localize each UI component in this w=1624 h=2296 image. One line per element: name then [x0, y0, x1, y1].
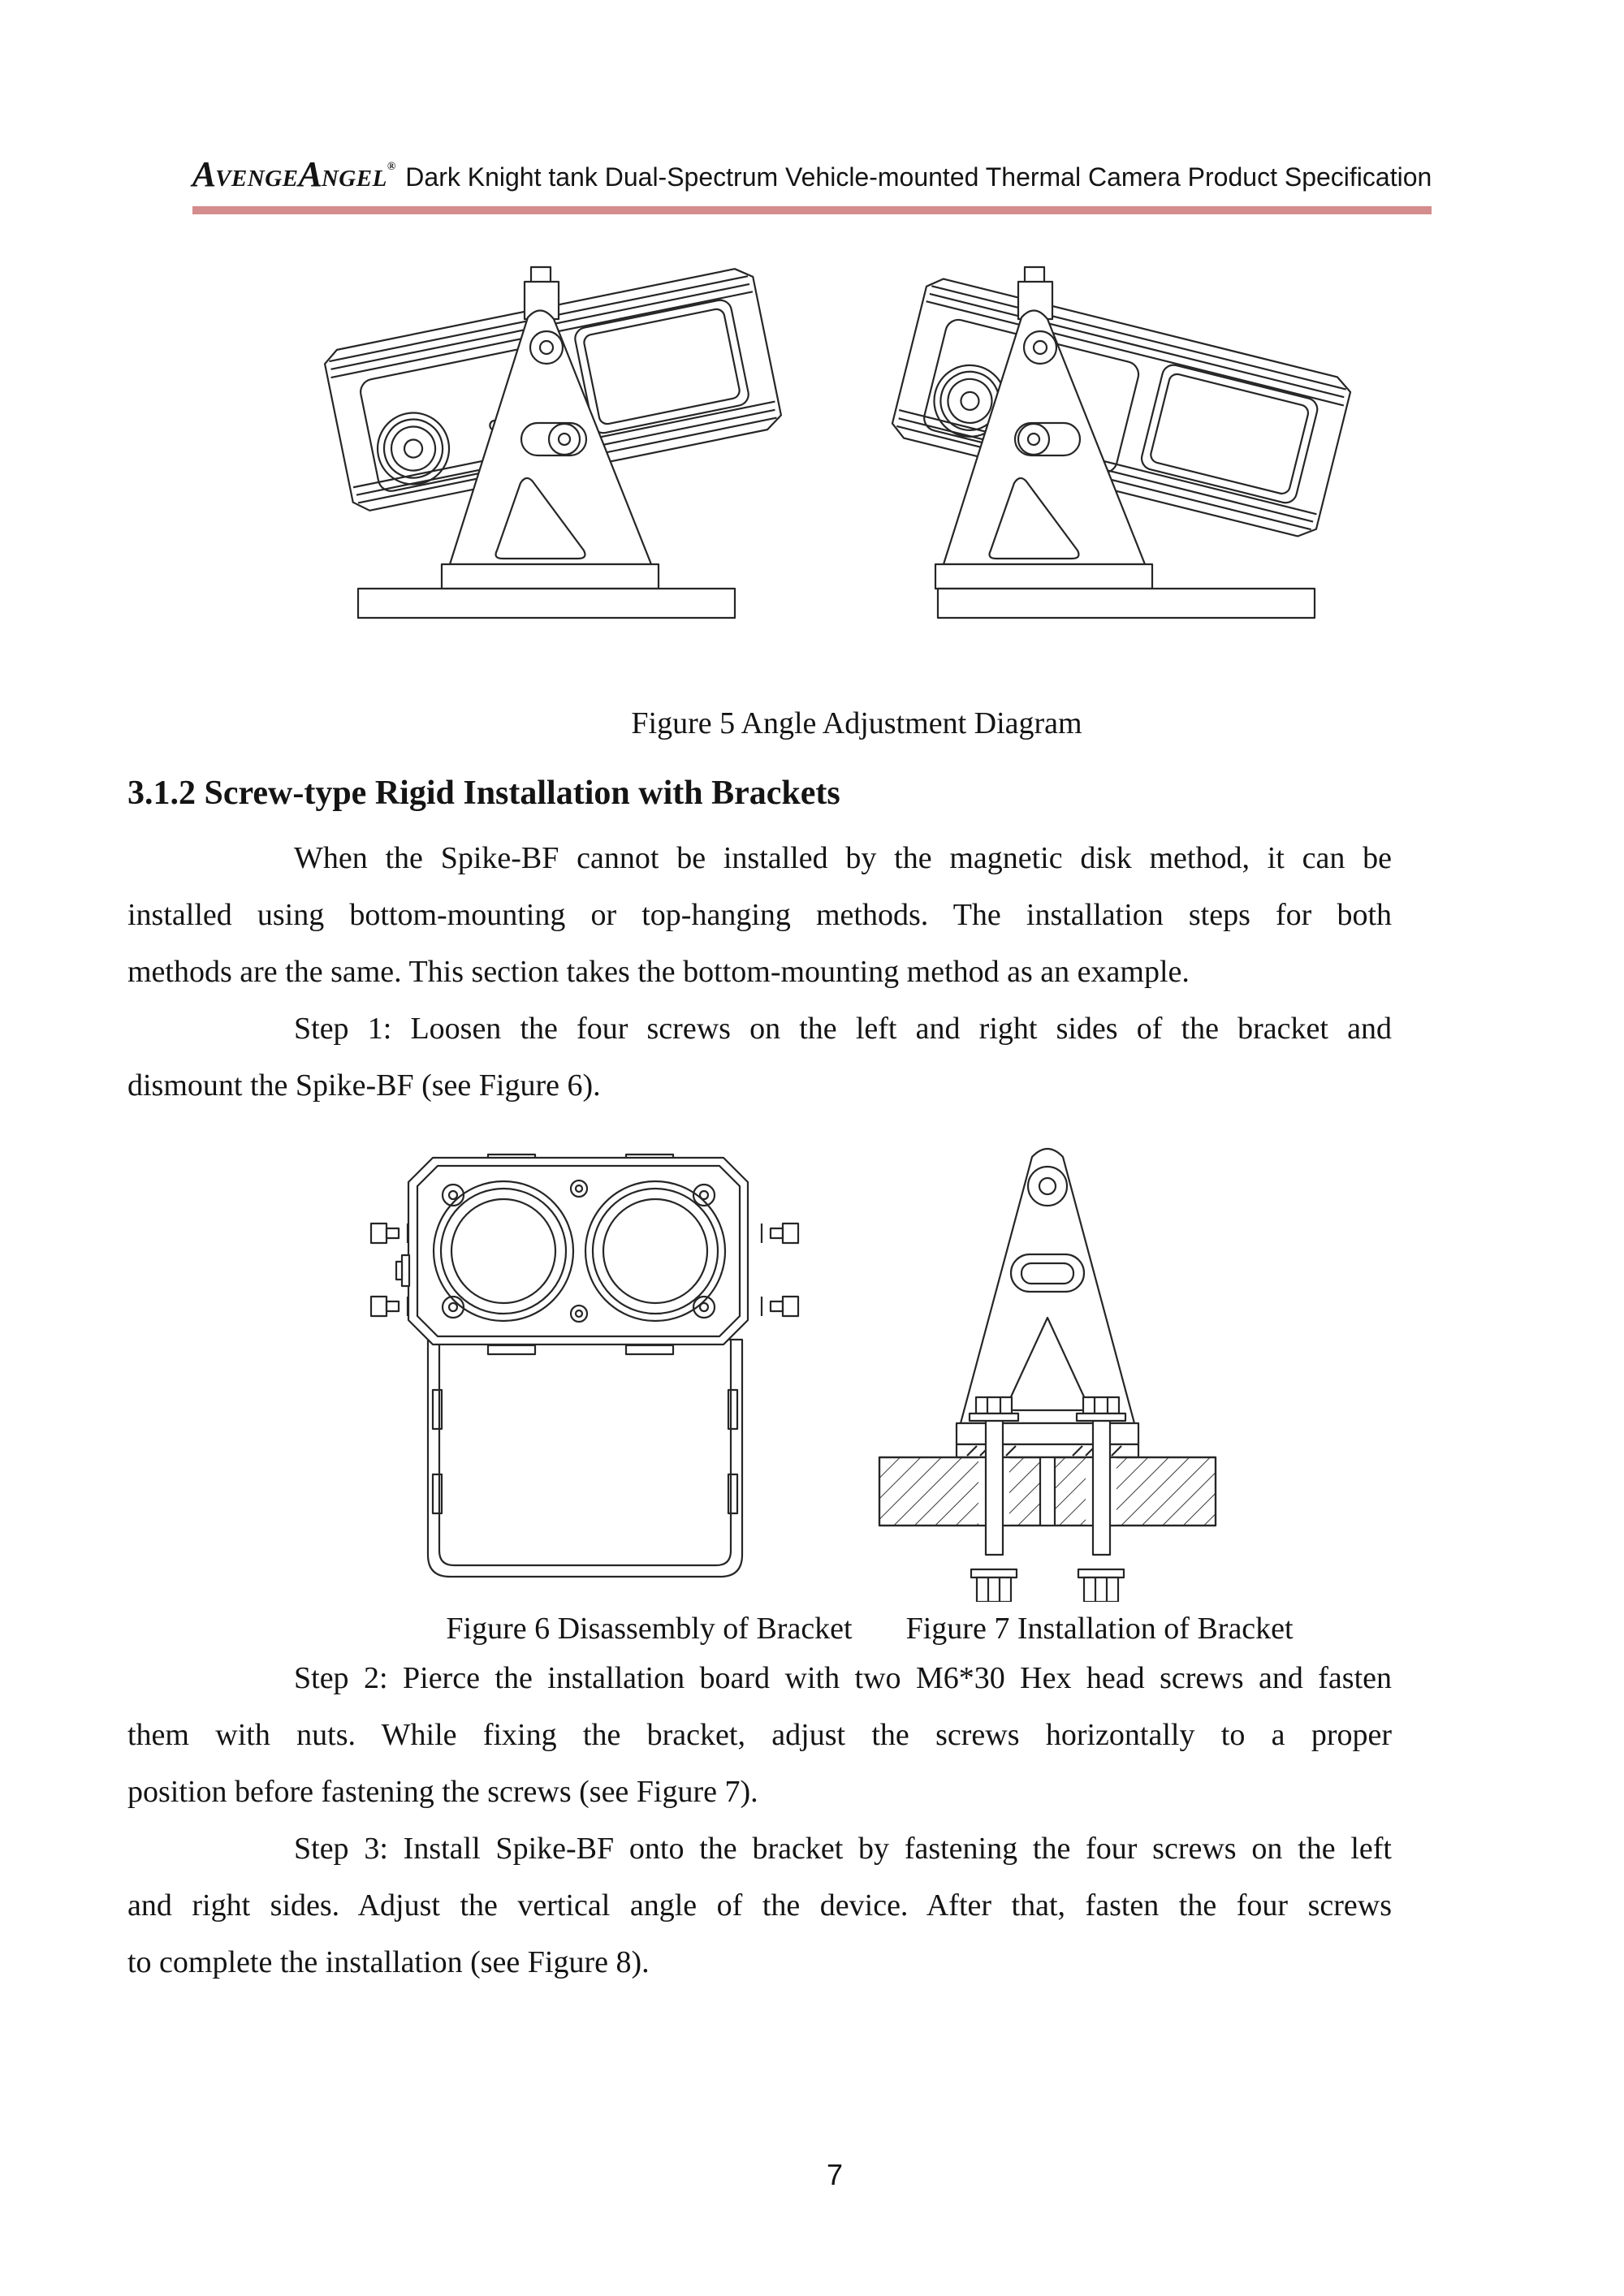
figure6-caption: Figure 6 Disassembly of Bracket	[446, 1612, 853, 1646]
page-header	[0, 148, 1624, 214]
bracket-triangle	[961, 1149, 1134, 1423]
figure7-installation-drawing	[873, 1133, 1222, 1602]
figure67-captions	[115, 1610, 1624, 1647]
base-plate	[938, 589, 1315, 618]
logo-letters: NGEL	[321, 166, 387, 192]
paragraph-line: and right sides. Adjust the vertical angle of the device. After that, fasten the four screws	[127, 1888, 1392, 1923]
step2-paragraph	[127, 1650, 1392, 1820]
logo-letter: A	[298, 154, 322, 194]
avengeangel-logo	[192, 154, 396, 194]
step3-paragraph	[127, 1820, 1392, 1991]
paragraph-line: Step 1: Loosen the four screws on the left and right sides of the bracket and	[294, 1012, 1392, 1046]
figure5-right-angle-drawing	[877, 240, 1397, 658]
document-title: Dark Knight tank Dual-Spectrum Vehicle-mounted Thermal Camera Product Specification	[405, 162, 1432, 192]
paragraph-line: methods are the same. This section takes the bottom-mounting method as an example.	[127, 955, 1190, 989]
figure5-caption: Figure 5 Angle Adjustment Diagram	[631, 706, 1082, 740]
logo-letters: VENGE	[215, 166, 299, 192]
section-heading: 3.1.2 Screw-type Rigid Installation with Brackets	[127, 775, 840, 812]
paragraph-line: Step 2: Pierce the installation board with two M6*30 Hex head screws and fasten	[294, 1661, 1392, 1695]
figure6-disassembly-drawing	[369, 1153, 800, 1587]
paragraph-line: When the Spike-BF cannot be installed by the magnetic disk method, it can be	[294, 841, 1392, 875]
page-number: 7	[826, 2158, 844, 2191]
paragraph-line: them with nuts. While fixing the bracket, adjust the screws horizontally to a proper	[127, 1718, 1392, 1752]
u-bracket	[428, 1340, 742, 1577]
paragraph-line: Step 3: Install Spike-BF onto the bracket by fastening the four screws on the left	[294, 1832, 1392, 1866]
logo-letter: A	[192, 154, 216, 194]
registered-trademark-symbol: ®	[387, 161, 396, 173]
nut	[971, 1569, 1017, 1602]
camera-body	[890, 275, 1354, 540]
figure7-caption: Figure 7 Installation of Bracket	[905, 1612, 1294, 1646]
nut	[1078, 1569, 1124, 1602]
paragraph-line: position before fastening the screws (see Figure 7).	[127, 1775, 758, 1809]
figure5-left-angle-drawing	[317, 240, 836, 658]
paragraph-line: installed using bottom-mounting or top-hanging methods. The installation steps for both	[127, 898, 1392, 932]
paragraph-line: dismount the Spike-BF (see Figure 6).	[127, 1068, 601, 1103]
body-paragraphs	[127, 830, 1392, 1114]
base-plate	[358, 589, 735, 618]
paragraph-line: to complete the installation (see Figure 8).	[127, 1945, 650, 1979]
header-underlined-block	[192, 148, 1432, 214]
